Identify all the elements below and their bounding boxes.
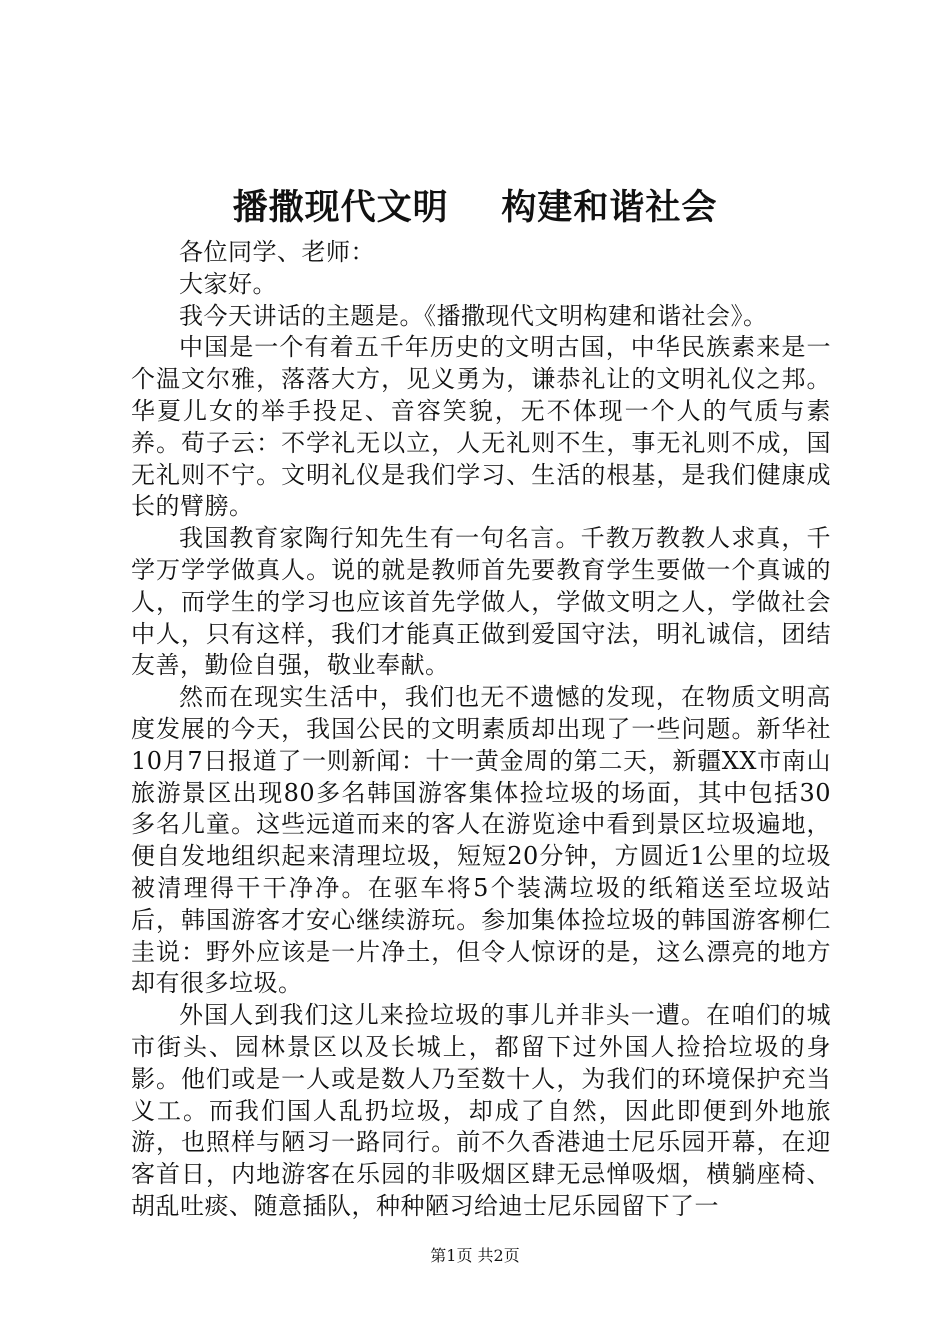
paragraph-news: 然而在现实生活中，我们也无不遗憾的发现，在物质文明高度发展的今天，我国公民的文明素质却出现了一些问题。新华社10月7日报道了一则新闻：十一黄金周的第二天，新疆XX市南山旅游景区出现80多名韩国游客集体捡垃圾的场面，其中包括30多名儿童。这些远道而来的客人在游览途中看到景区垃圾遍地，便自发地组织起来清理垃圾，短短20分钟，方圆近1公里的垃圾被清理得干干净净。在驱车将5个装满垃圾的纸箱送至垃圾站后，韩国游客才安心继续游玩。参加集体捡垃圾的韩国游客柳仁圭说：野外应该是一片净土，但令人惊讶的是，这么漂亮的地方却有很多垃圾。 [131,683,831,998]
document-title: 播撒现代文明 构建和谐社会 [232,187,718,228]
page-footer: 第1页 共2页 [430,1246,520,1265]
document-body [131,237,831,1223]
paragraph-education: 我国教育家陶行知先生有一句名言。千教万教教人求真，千学万学学做真人。说的就是教师首先要教育学生要做一个真诚的人，而学生的学习也应该首先学做人，学做文明之人，学做社会中人，只有这样，我们才能真正做到爱国守法，明礼诚信，团结友善，勤俭自强，敬业奉献。 [131,524,831,680]
paragraph-greeting: 各位同学、老师： [179,238,375,266]
paragraph-topic: 我今天讲话的主题是。《播撒现代文明构建和谐社会》。 [179,301,768,330]
paragraph-foreigners: 外国人到我们这儿来捡垃圾的事儿并非头一遭。在咱们的城市街头、园林景区以及长城上，都留下过外国人捡拾垃圾的身影。他们或是一人或是数人乃至数十人，为我们的环境保护充当义工。而我们国人乱扔垃圾，却成了自然，因此即便到外地旅游，也照样与陋习一路同行。前不久香港迪士尼乐园开幕，在迎客首日，内地游客在乐园的非吸烟区肆无忌惮吸烟，横躺座椅、胡乱吐痰、随意插队，种种陋习给迪士尼乐园留下了一 [131,1001,831,1220]
paragraph-civilization: 中国是一个有着五千年历史的文明古国，中华民族素来是一个温文尔雅，落落大方，见义勇为，谦恭礼让的文明礼仪之邦。华夏儿女的举手投足、音容笑貌，无不体现一个人的气质与素养。荀子云：不学礼无以立，人无礼则不生，事无礼则不成，国无礼则不宁。文明礼仪是我们学习、生活的根基，是我们健康成长的臂膀。 [131,333,831,521]
paragraph-hello: 大家好。 [179,269,277,298]
